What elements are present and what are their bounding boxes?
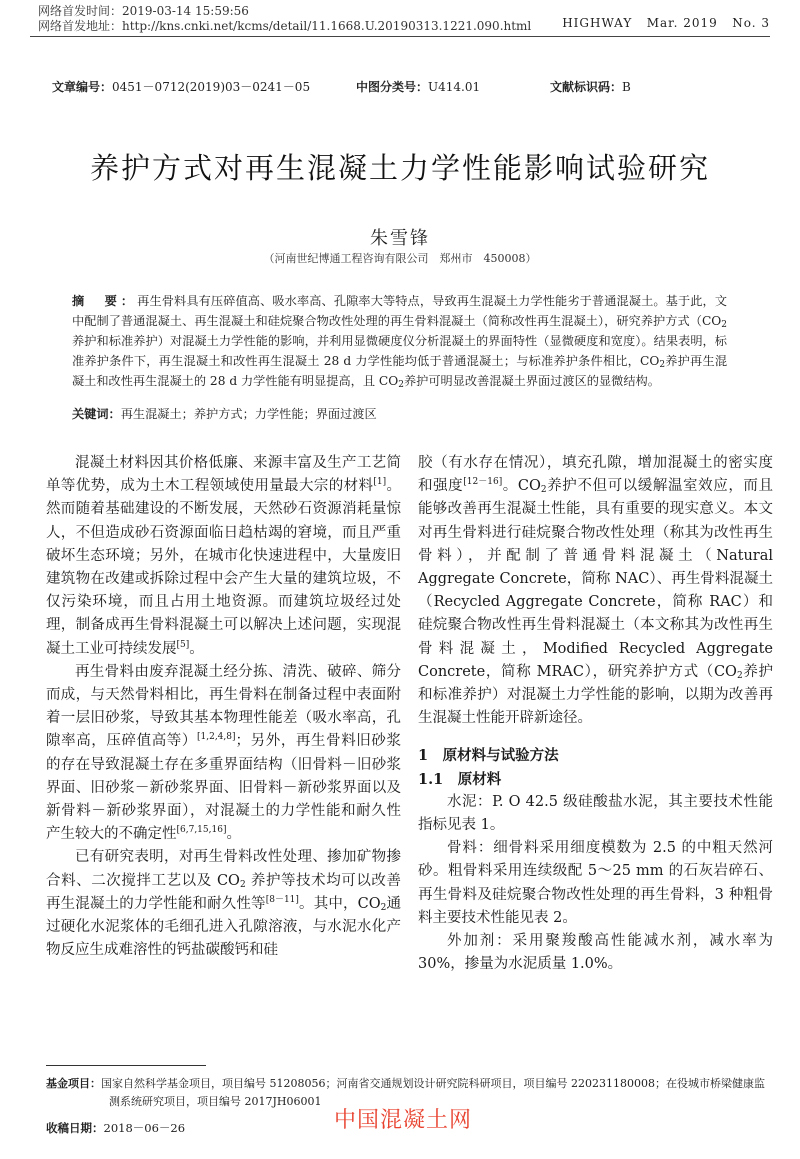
author-name: 朱雪锋 <box>370 228 430 249</box>
keywords: 关键词：再生混凝土；养护方式；力学性能；界面过渡区 <box>72 407 377 421</box>
online-publish-address[interactable]: 网络首发地址：http://kns.cnki.net/kcms/detail/11.1668.U.20190313.1221.090.html <box>38 19 532 33</box>
paper-title: 养护方式对再生混凝土力学性能影响试验研究 <box>89 151 710 185</box>
citation[interactable]: [5] <box>176 639 190 650</box>
body-paragraph: 再生骨料由废弃混凝土经分拣、清洗、破碎、筛分而成，与天然骨料相比，再生骨料在制备过程中表面附着一层旧砂浆，导致其基本物理性能差（吸水率高，孔隙率高，压碎值高等）[1,2,4,8]；另外，再生骨料旧砂浆的存在导致混凝土存在多重界面结构（旧骨料－旧砂浆界面、旧砂浆－新砂浆界面、旧骨料－新砂浆界面以及新骨料－新砂浆界面），对混凝土的力学性能和耐久性产生较大的不确定性[6,7,15,16]。 <box>46 663 402 843</box>
footnote-rule <box>46 1065 206 1066</box>
journal-header <box>562 16 770 30</box>
keywords-label: 关键词： <box>72 407 121 421</box>
citation[interactable]: [8－11] <box>265 894 299 905</box>
body-paragraph: 骨料：细骨料采用细度模数为 2.5 的中粗天然河砂。粗骨料采用连续级配 5～25 mm 的石灰岩碎石、再生骨料及硅烷聚合物改性处理的再生骨料，3 种粗骨料主要技术性能见表 2。 <box>418 840 773 926</box>
body-paragraph: 外加剂：采用聚羧酸高性能减水剂，减水率为 30%，掺量为水泥质量 1.0%。 <box>418 933 773 973</box>
subsection-heading: 1.1 原材料 <box>418 770 502 788</box>
online-publish-info <box>38 4 531 34</box>
abstract: 摘 要：再生骨料具有压碎值高、吸水率高、孔隙率大等特点，导致再生混凝土力学性能劣于普通混凝土。基于此，文中配制了普通混凝土、再生混凝土和硅烷聚合物改性处理的再生骨料混凝土（简称改性再生混凝土），研究养护方式（$CO_2$养护和标准养护）对混凝土力学性能的影响，并利用显微硬度仪分析混凝土的界面特性（显微硬度和宽度）。结果表明，标准养护条件下，再生混凝土和改性再生混凝土 28 d 力学性能均低于普通混凝土；与标准养护条件相比，$CO_2$养护再生混凝土和改性再生混凝土的 28 d 力学性能有明显提高，且 $CO_2$养护可明显改善混凝土界面过渡区的显微结构。 <box>72 294 728 390</box>
journal-date: Mar. 2019 <box>646 16 718 30</box>
abstract-label: 摘 要： <box>72 294 138 308</box>
header-rule <box>30 36 770 37</box>
body-right-column <box>418 452 773 976</box>
author-affiliation: （河南世纪博通工程咨询有限公司 郑州市 450008） <box>263 252 537 265</box>
citation[interactable]: [6,7,15,16] <box>176 825 227 836</box>
journal-number: No. 3 <box>732 16 770 30</box>
site-watermark: 中国混凝土网 <box>334 1108 473 1133</box>
body-paragraph: 已有研究表明，对再生骨料改性处理、掺加矿物掺合料、二次搅拌工艺以及 $CO_2$ 养护等技术均可以改善再生混凝土的力学性能和耐久性等[8－11]。其中，$CO_2$通过硬化水泥浆体的毛细孔进入孔隙溶液，与水泥水化产物反应生成难溶性的钙盐碳酸钙和硅 <box>46 849 402 959</box>
online-publish-time: 网络首发时间：2019-03-14 15:59:56 <box>38 4 249 18</box>
body-paragraph: 胶（有水存在情况），填充孔隙，增加混凝土的密实度和强度[12－16]。$CO_2$养护不但可以缓解温室效应，而且能够改善再生混凝土性能，具有重要的现实意义。本文对再生骨料进行硅烷聚合物改性处理（称其为改性再生骨料），并配制了普通骨料混凝土（Natural Aggregate Concrete，简称 NAC）、再生骨料混凝土（Recycled Aggregate Concrete，简称 RAC）和硅烷聚合物改性再生骨料混凝土（本文称其为改性再生骨料混凝土，Modified Recycled Aggregate Concrete，简称 MRAC），研究养护方式（$CO_2$养护和标准养护）对混凝土力学性能的影响，以期为改善再生混凝土性能开辟新途径。 <box>418 455 774 727</box>
citation[interactable]: [1,2,4,8] <box>197 732 236 743</box>
citation[interactable]: [12－16] <box>463 477 503 488</box>
document-code: 文献标识码：B <box>550 80 631 94</box>
body-paragraph: 混凝土材料因其价格低廉、来源丰富及生产工艺简单等优势，成为土木工程领域使用量最大宗的材料[1]。然而随着基础建设的不断发展，天然砂石资源消耗量惊人，不但造成砂石资源面临日趋枯竭的窘境，而且严重破坏生态环境；另外，在城市化快速进程中，大量废旧建筑物在改建或拆除过程中会产生大量的建筑垃圾，不仅污染环境，而且占用土地资源。而建筑垃圾经过处理，制备成再生骨料混凝土可以解决上述问题，实现混凝土工业可持续发展[5]。 <box>46 455 402 657</box>
citation[interactable]: [1] <box>373 477 387 488</box>
funding-note: 基金项目：国家自然科学基金项目，项目编号 51208056；河南省交通规划设计研究院科研项目，项目编号 220231180008；在役城市桥梁健康监 测系统研究项目，项目编号 2017JH06001 <box>46 1077 765 1108</box>
received-date: 收稿日期：2018－06－26 <box>46 1121 186 1135</box>
section-heading: 1 原材料与试验方法 <box>418 747 559 765</box>
funding-label: 基金项目： <box>46 1077 101 1090</box>
clc-number: 中图分类号：U414.01 <box>356 80 481 94</box>
body-paragraph: 水泥：P. O 42.5 级硅酸盐水泥，其主要技术性能指标见表 1。 <box>418 793 773 834</box>
body-left-column <box>46 452 401 962</box>
article-number: 文章编号：0451－0712(2019)03－0241－05 <box>52 80 311 94</box>
journal-name: HIGHWAY <box>562 16 633 30</box>
